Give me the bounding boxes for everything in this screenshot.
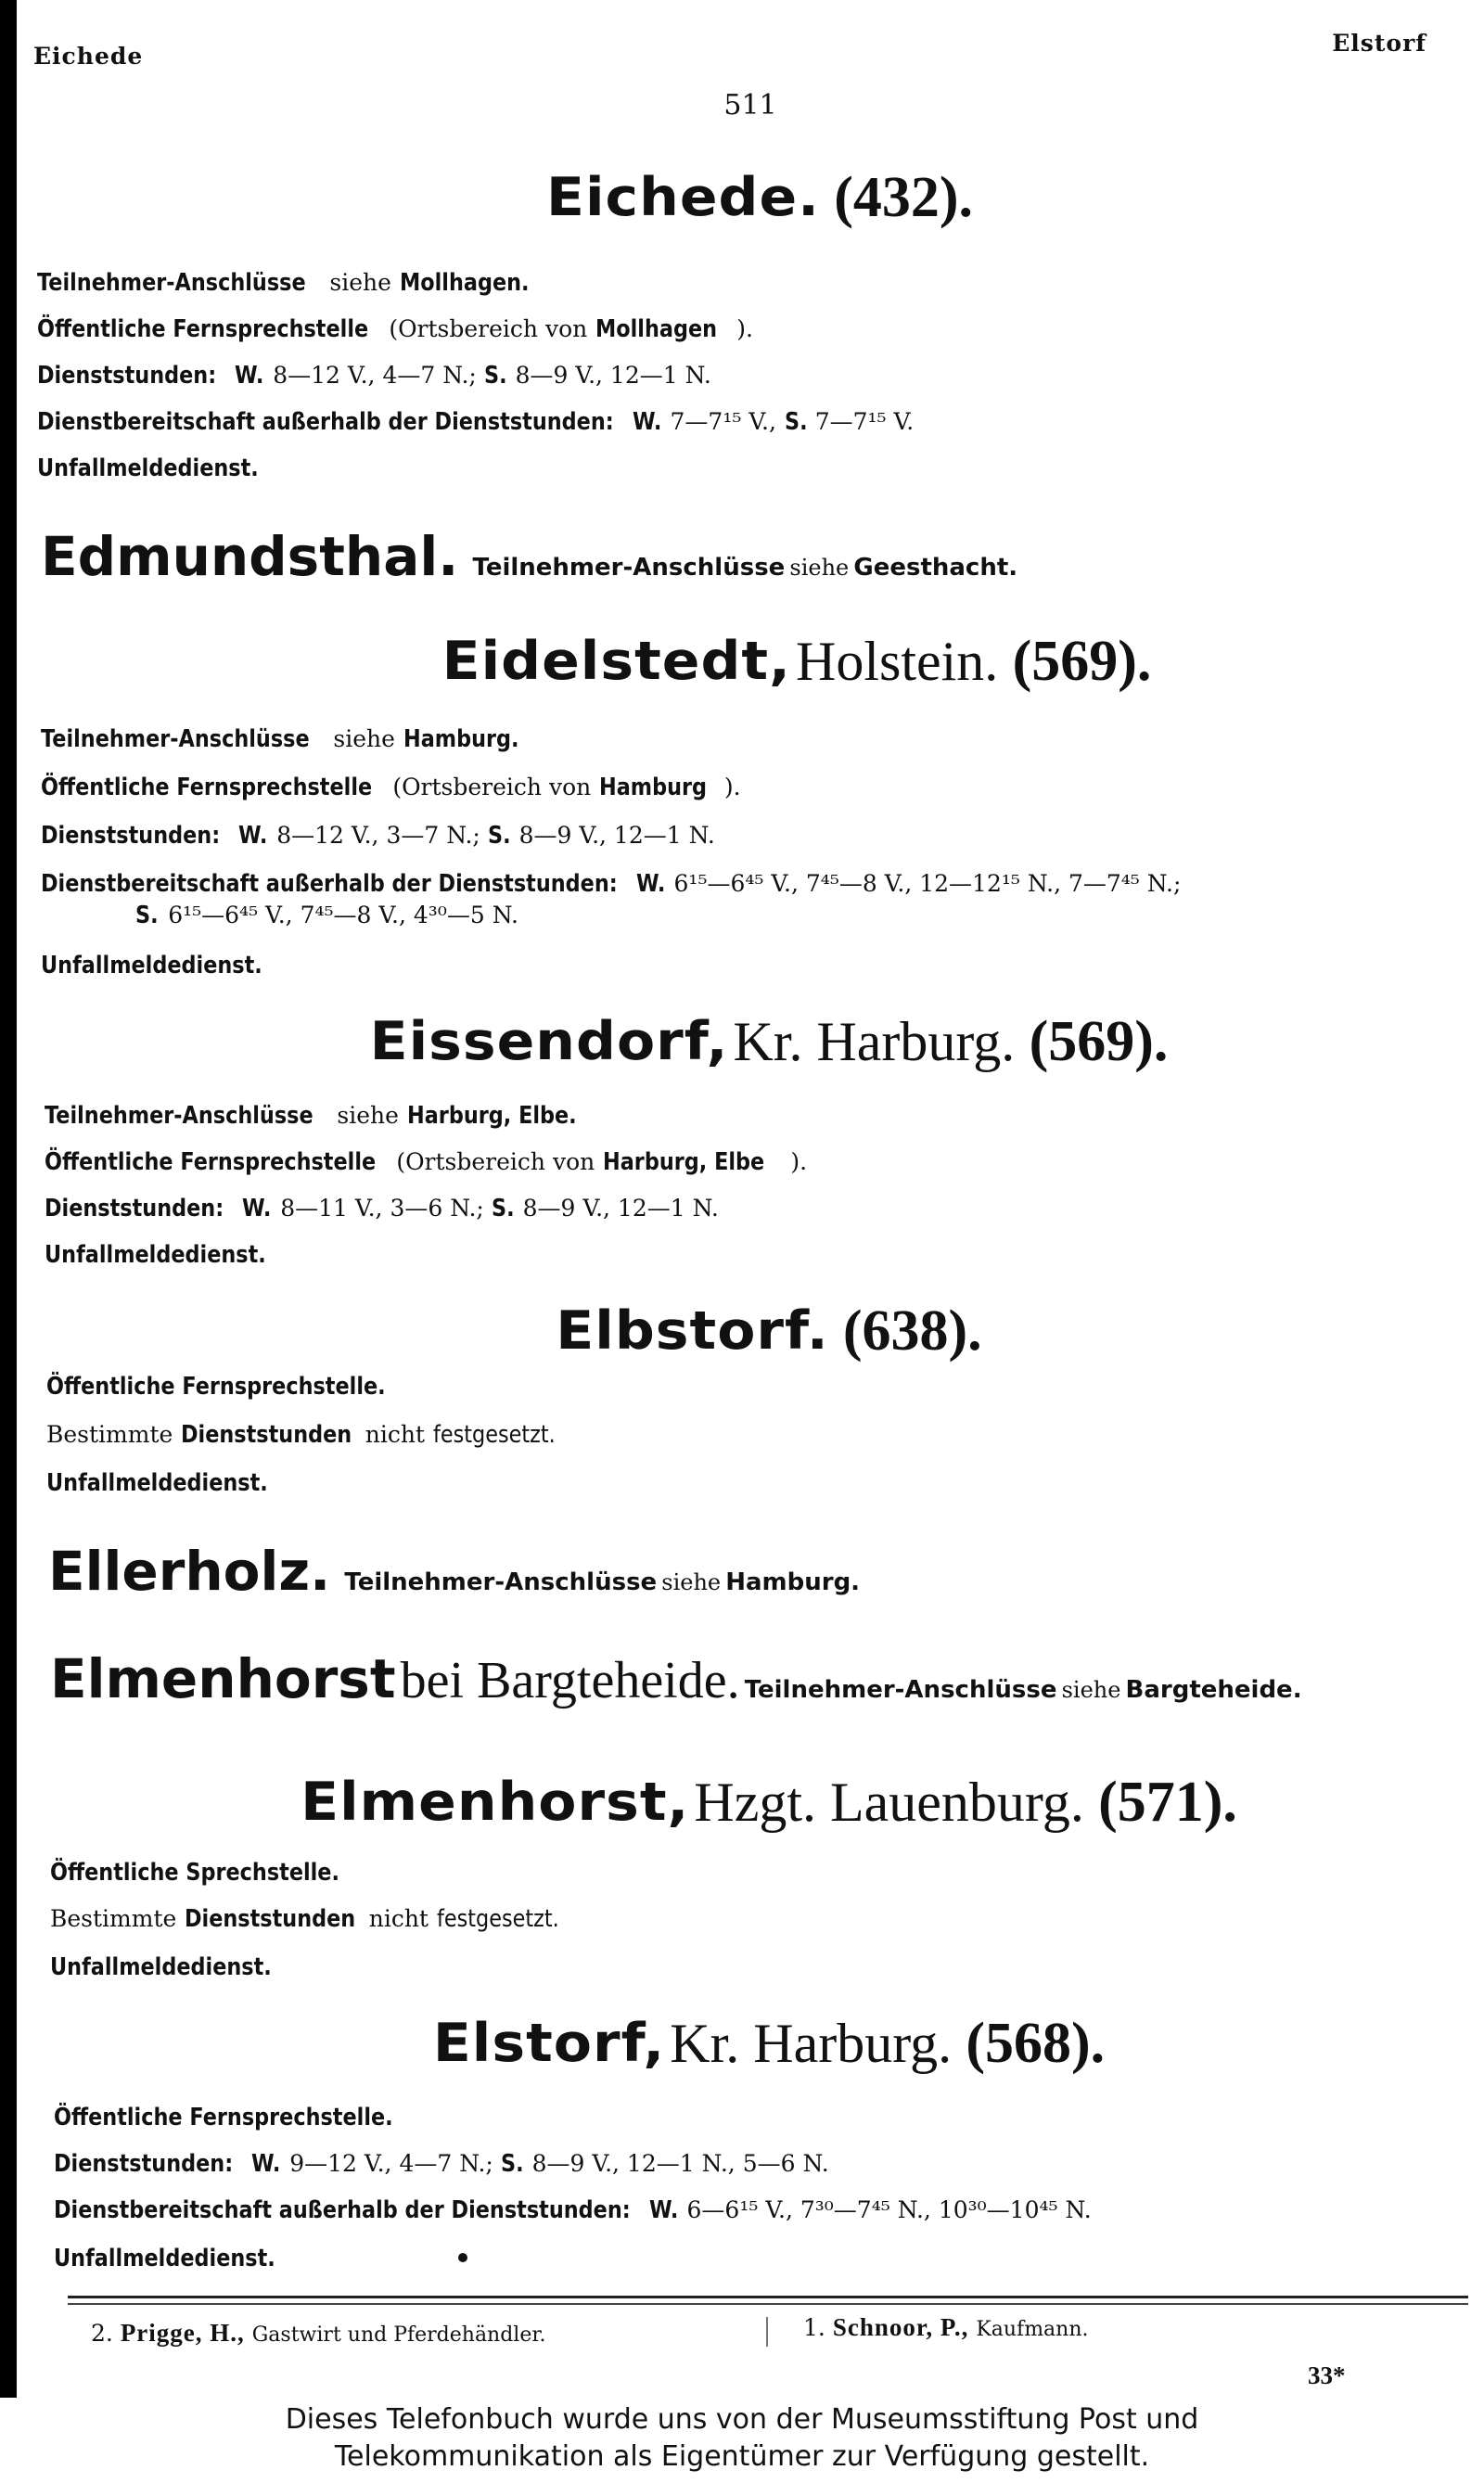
entry-heading-ellerholz: Ellerholz. Teilnehmer-Anschlüsse siehe Hamburg. (48, 1540, 861, 1603)
entry-line: Bestimmte Dienststunden nicht festgesetzt. (46, 1421, 556, 1449)
entry-line: Unfallmeldedienst. (54, 2245, 275, 2272)
entry-line: Dienstbereitschaft außerhalb der Dienststunden: W. 6—6¹⁵ V., 7³⁰—7⁴⁵ N., 10³⁰—10⁴⁵ N. (54, 2196, 1092, 2224)
entry-line: Unfallmeldedienst. (41, 952, 262, 979)
footer-rule (68, 2303, 1468, 2305)
entry-line: Teilnehmer-Anschlüsse siehe Hamburg. (41, 725, 519, 753)
entry-line: Dienstbereitschaft außerhalb der Dienststunden: W. 6¹⁵—6⁴⁵ V., 7⁴⁵—8 V., 12—12¹⁵ N., 7—7⁴⁵ N.; (41, 870, 1182, 898)
entry-number: (569). (1012, 630, 1152, 693)
footer-rule (68, 2296, 1468, 2298)
entry-line: Öffentliche Fernsprechstelle. (54, 2104, 393, 2131)
entry-number: (568). (966, 2012, 1106, 2075)
entry-heading-elmenhorst-bargteheide: Elmenhorst bei Bargteheide. Teilnehmer-Anschlüsse siehe Bargteheide. (50, 1647, 1302, 1710)
entry-heading-edmundsthal: Edmundsthal. Teilnehmer-Anschlüsse siehe Geesthacht. (41, 525, 1018, 588)
ink-speck (458, 2253, 467, 2262)
entry-line: Bestimmte Dienststunden nicht festgesetzt. (50, 1905, 559, 1933)
signature-mark: 33* (1308, 2361, 1346, 2389)
footer-ad-right: 1. Schnoor, P., Kaufmann. (803, 2313, 1089, 2341)
running-head-left: Eichede (33, 43, 144, 70)
entry-line: Dienststunden: W. 8—11 V., 3—6 N.; S. 8—9 V., 12—1 N. (45, 1195, 719, 1222)
footer-separator (766, 2317, 768, 2347)
scan-edge (0, 0, 17, 2398)
entry-heading-elstorf: Elstorf, Kr. Harburg. (568). (432, 2012, 1106, 2075)
entry-name: Eichede. (545, 166, 820, 229)
entry-line: Teilnehmer-Anschlüsse siehe Harburg, Elbe. (45, 1102, 577, 1130)
entry-name: Elstorf, (432, 2012, 666, 2075)
entry-number: (638). (842, 1299, 982, 1363)
page-number: 511 (723, 89, 777, 122)
banner-line-2: Telekommunikation als Eigentümer zur Verfügung gestellt. (334, 2440, 1150, 2473)
entry-number: (432). (834, 166, 974, 229)
entry-line: Dienststunden: W. 9—12 V., 4—7 N.; S. 8—9 V., 12—1 N., 5—6 N. (54, 2150, 829, 2178)
entry-heading-eissendorf: Eissendorf, Kr. Harburg. (569). (369, 1010, 1169, 1073)
entry-line: Unfallmeldedienst. (45, 1241, 266, 1269)
entry-line: Teilnehmer-Anschlüsse siehe Mollhagen. (37, 269, 530, 297)
entry-line: Öffentliche Fernsprechstelle (Ortsbereich von Harburg, Elbe ). (45, 1148, 808, 1176)
entry-name: Elbstorf. (556, 1299, 829, 1363)
entry-line: S. 6¹⁵—6⁴⁵ V., 7⁴⁵—8 V., 4³⁰—5 N. (135, 902, 518, 929)
entry-line: Öffentliche Fernsprechstelle (Ortsbereich von Hamburg ). (41, 774, 741, 801)
entry-heading-elbstorf (17, 1299, 1484, 1364)
entry-name: Elmenhorst (50, 1647, 396, 1710)
entry-line: Öffentliche Fernsprechstelle. (46, 1373, 386, 1401)
entry-heading-elmenhorst-lauenburg: Elmenhorst, Hzgt. Lauenburg. (571). (301, 1771, 1237, 1834)
entry-number: (571). (1098, 1771, 1237, 1834)
running-head-right: Elstorf (1332, 30, 1426, 57)
directory-page (17, 26, 1484, 2400)
footer-ad-left: 2. Prigge, H., Gastwirt und Pferdehändler. (91, 2319, 546, 2347)
entry-line: Öffentliche Fernsprechstelle (Ortsbereich von Mollhagen ). (37, 315, 753, 343)
entry-name: Eissendorf, (369, 1010, 729, 1073)
ownership-banner (0, 2398, 1484, 2483)
entry-name: Eidelstedt, (441, 630, 791, 693)
entry-name: Elmenhorst, (301, 1771, 690, 1834)
entry-heading-eidelstedt: Eidelstedt, Holstein. (569). (441, 630, 1152, 693)
entry-line: Unfallmeldedienst. (37, 454, 259, 482)
entry-heading-eichede (17, 165, 1484, 231)
entry-line: Dienstbereitschaft außerhalb der Dienststunden: W. 7—7¹⁵ V., S. 7—7¹⁵ V. (37, 408, 915, 436)
entry-line: Unfallmeldedienst. (46, 1469, 268, 1497)
entry-line: Unfallmeldedienst. (50, 1953, 272, 1981)
entry-number: (569). (1029, 1010, 1169, 1073)
entry-name: Ellerholz. (48, 1540, 331, 1603)
entry-line: Öffentliche Sprechstelle. (50, 1859, 339, 1887)
entry-line: Dienststunden: W. 8—12 V., 3—7 N.; S. 8—9 V., 12—1 N. (41, 822, 715, 850)
banner-line-1: Dieses Telefonbuch wurde uns von der Museumsstiftung Post und (285, 2403, 1199, 2436)
entry-line: Dienststunden: W. 8—12 V., 4—7 N.; S. 8—9 V., 12—1 N. (37, 362, 711, 390)
top-margin (0, 0, 1484, 26)
entry-name: Edmundsthal. (41, 525, 459, 588)
